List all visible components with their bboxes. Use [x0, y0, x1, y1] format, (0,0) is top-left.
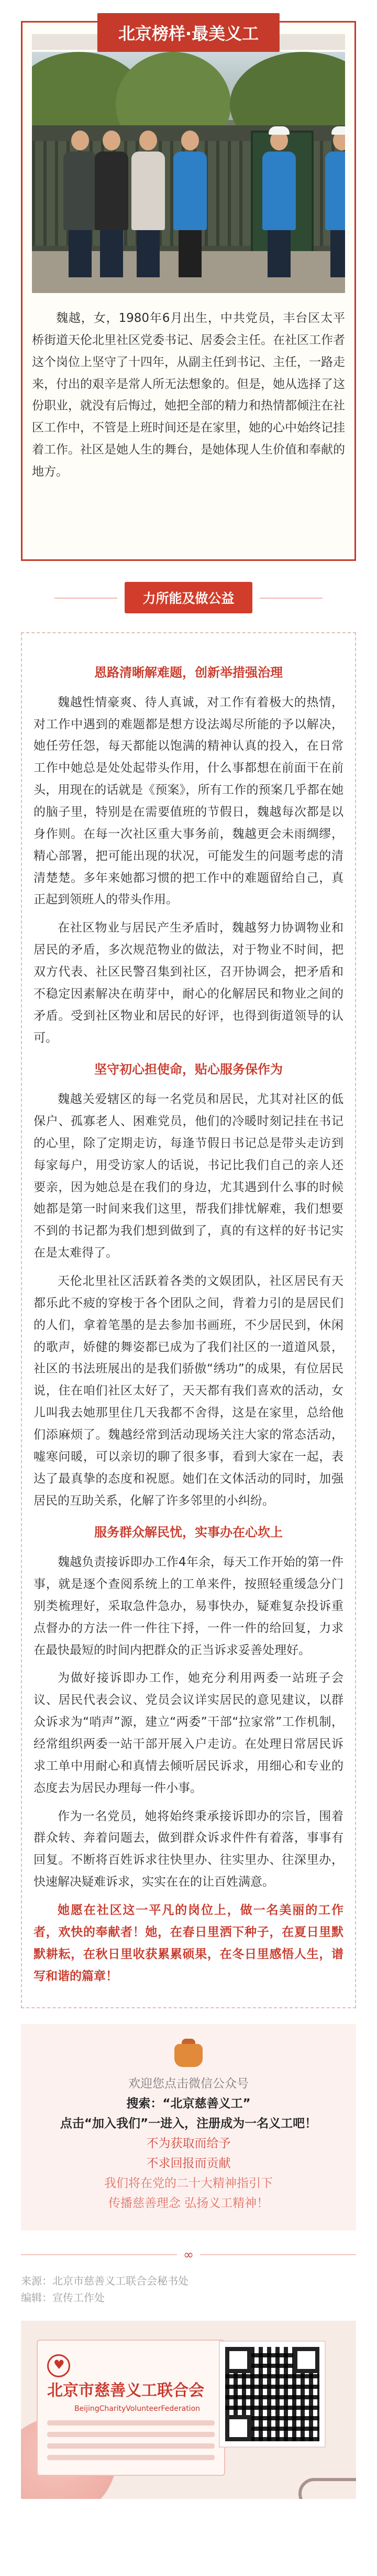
article-paragraph: 在社区物业与居民产生矛盾时，魏越努力协调物业和居民的矛盾，多次规范物业的做法，对于物业不时间，把双方代表、社区民警召集到社区，召开协调会，把矛盾和不稳定因素解决在萌芽中，耐心的化解居民和物业之间的矛盾。受到社区物业和居民的好评，也得到街道领导的认可。	[34, 921, 343, 1045]
qr-code[interactable]	[220, 2342, 325, 2447]
subheading-2: 坚守初心担使命，贴心服务保作为	[94, 1062, 283, 1077]
footer-divider	[21, 2246, 356, 2262]
org-banner	[21, 2321, 356, 2499]
intro-paragraph: 魏越，女，1980年6月出生，中共党员，丰台区太平桥街道天伦北里社区党委书记、居委会主任。在社区工作者这个岗位上坚守了十四年，从副主任到书记、主任，一路走来，付出的艰辛是常人所无法想象的。但是，她从选择了这份职业，就没有后悔过，她把全部的精力和热情都倾注在社区工作中，不管是上班时间还是在家里，她的心中始终记挂着工作。社区是她人生的舞台，是她体现人生价值和奉献的地方。	[32, 311, 345, 479]
cta-line: 不为获取而给予	[146, 2137, 231, 2151]
intro-text	[32, 308, 345, 483]
org-name-en: BeijingCharityVolunteerFederation	[74, 2404, 201, 2413]
article-paragraph: 魏越负责接诉即办工作4年余，每天工作开始的第一件事，就是逐个查阅系统上的工单来件，按照轻重缓急分门别类梳理好，采取急件急办，易事快办，疑难复杂投诉重点督办的方法一件一件往下捋，一件一件的给回复，力求在最快最短的时间内把群众的正当诉求妥善处理好。	[34, 1555, 343, 1657]
org-card	[37, 2340, 225, 2476]
cta-line: 欢迎您点击微信公众号	[128, 2077, 249, 2091]
cta-line: 不求回报而贡献	[146, 2157, 231, 2171]
editor-line: 编辑：宣传工作处	[21, 2291, 105, 2304]
heart-logo-icon	[47, 2354, 70, 2377]
profile-card	[21, 21, 356, 561]
cta-line: 传播慈善理念 弘扬义工精神！	[108, 2196, 269, 2211]
article-paragraph: 作为一名党员，她将始终秉承接诉即办的宗旨，围着群众转、奔着问题去，做到群众诉求件件有着落，事事有回复。不断将百姓诉求往快里办、往实里办、往深里办，快速解决疑难诉求，实实在在的让百姓满意。	[34, 1809, 343, 1889]
join-instruction: 点击“加入我们”一进入，注册成为一名义工吧！	[60, 2117, 317, 2131]
subheading-3: 服务群众解民忧，实事办在心坎上	[94, 1525, 283, 1540]
article-paragraph: 魏越性情豪爽、待人真诚，对工作有着极大的热情，对工作中遇到的难题都是想方设法竭尽所能的予以解决，她任劳任怨，每天都能以饱满的精神认真的投入，在日常工作中她总是处处起带头作用，什么事都想在前面干在前头，用现在的话就是《预案》，所有工作的预案几乎都在她的脑子里，特别是在需要值班的节假日，魏越每次都是以身作则。在每一次社区重大事务前，魏越更会未雨绸缪，精心部署，把可能出现的状况，可能发生的问题考虑的清清楚楚。多年来她都习惯的把工作中的难题留给自己，真正起到领班人的带头作用。	[34, 695, 343, 907]
org-name: 北京市慈善义工联合会	[47, 2381, 204, 2400]
page-title: 北京榜样·最美义工	[97, 13, 280, 52]
money-bag-icon	[174, 2039, 203, 2067]
volunteers-photo	[32, 52, 345, 293]
section-ribbon	[0, 582, 377, 613]
call-to-action	[21, 2024, 356, 2231]
cta-line: 我们将在党的二十大精神指引下	[104, 2177, 273, 2191]
article-body	[21, 632, 356, 2008]
article-paragraph: 为做好接诉即办工作，她充分利用两委一站班子会议、居民代表会议、党员会议详实居民的意见建议，以群众诉求为“哨声”源，建立“两委”干部“拉家常”工作机制，经常组织两委一站干部开展入户走访。在处理日常居民诉求工单中用耐心和真情去倾听居民诉求，用细心和专业的态度去为居民办理每一件小事。	[34, 1671, 343, 1795]
section-label: 力所能及做公益	[125, 582, 252, 613]
source-info	[21, 2272, 356, 2306]
source-line: 来源：北京市慈善义工联合会秘书处	[21, 2274, 188, 2287]
article-paragraph: 魏越关爱辖区的每一名党员和居民，尤其对社区的低保户、孤寡老人、困难党员，他们的冷暖时刻记挂在书记的心里，除了定期走访，每逢节假日书记总是带头走访到每家每户，用受访家人的话说，书记比我们自己的亲人还要亲，因为她总是在我们的身边，尤其遇到什么事的时候她都是第一时间来我们这里，帮我们排忧解难，我们想要不到的书记都为我们想到做到了，真的有这样的好书记实在是太难得了。	[34, 1092, 343, 1260]
closing-statement: 她愿在社区这一平凡的岗位上，做一名美丽的工作者，欢快的奉献者！她，在春日里洒下种子，在夏日里默默耕耘，在秋日里收获累累硕果，在冬日里感悟人生，谱写和谐的篇章！	[34, 1903, 343, 1983]
search-instruction: 搜索：“北京慈善义工”	[126, 2097, 251, 2111]
article-paragraph: 天伦北里社区活跃着各类的文娱团队，社区居民有天都乐此不疲的穿梭于各个团队之间，背着力引的是居民们的人们，拿着笔墨的是去参加书画班，不少居民到，休闲的歌声，娇健的舞姿都已成为了我们社区的一道道风景，社区的书法班展出的是我们骄傲“绣功”的成果，有位居民说，住在咱们社区太好了，天天都有我们喜欢的活动，女儿叫我去她那里住几天我都不舍得，这是在家里，总给他们添麻烦了。魏越经常到活动现场关注大家的常态活动，嘘寒问暖，可以亲切的聊了很多事，看到大家在一起，表达了最真挚的态度和祝愿。她们在文体活动的同时，加强居民的互助关系，化解了许多邻里的小纠纷。	[34, 1274, 343, 1508]
subheading-1: 恩路清晰解难题，创新举措强治理	[94, 665, 283, 680]
bow-icon: ∞	[177, 2247, 200, 2262]
